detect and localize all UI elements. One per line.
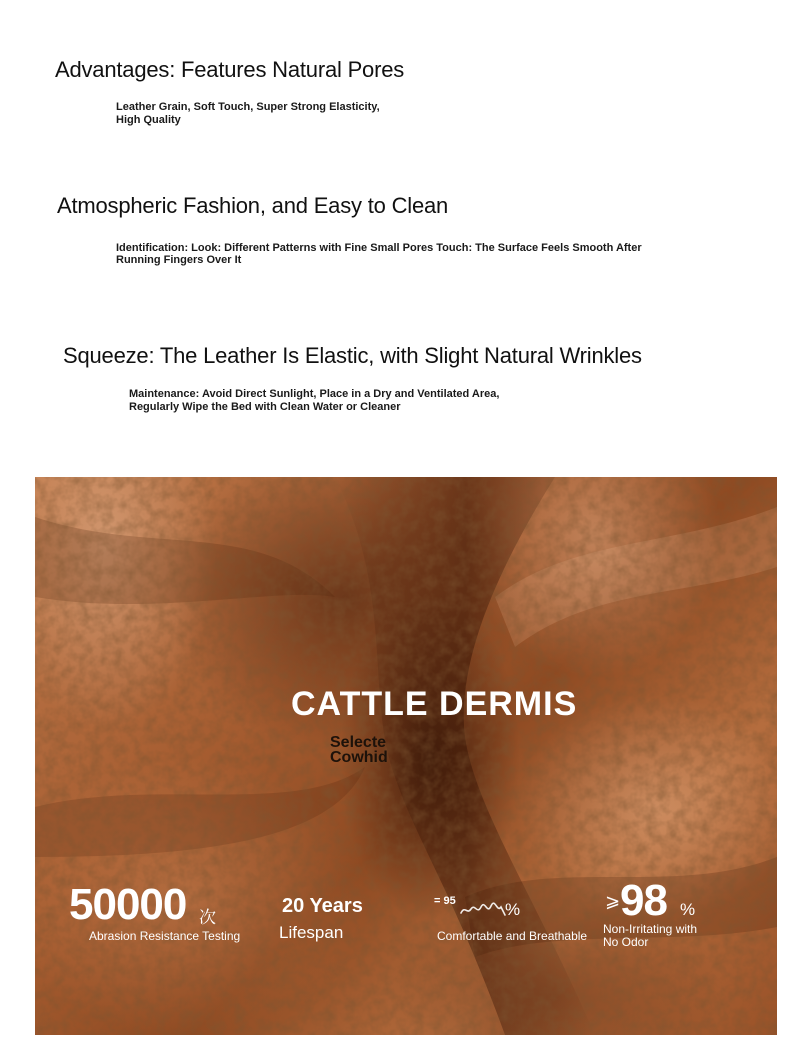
stat-prefix: ⩾ [605, 891, 621, 911]
description-line: Leather Grain, Soft Touch, Super Strong Elasticity, [116, 101, 380, 113]
section-description [129, 388, 499, 414]
section-title: Advantages: Features Natural Pores [55, 57, 405, 82]
section-title: Squeeze: The Leather Is Elastic, with Slight Natural Wrinkles [63, 343, 642, 368]
description-line: Maintenance: Avoid Direct Sunlight, Place in a Dry and Ventilated Area, [129, 388, 500, 400]
section-title: Atmospheric Fashion, and Easy to Clean [57, 193, 449, 218]
stat-label: Comfortable and Breathable [437, 929, 588, 943]
leather-texture [35, 477, 777, 1035]
stat-value: % [505, 900, 521, 919]
stat-label-line: No Odor [603, 935, 649, 949]
panel-heading: CATTLE DERMIS [291, 685, 578, 723]
stat-value: 20 Years [282, 895, 363, 917]
stat-unit: 次 [199, 908, 216, 927]
panel-subheading [330, 735, 388, 765]
description-line: Regularly Wipe the Bed with Clean Water or Cleaner [129, 401, 401, 413]
stat-value: 50000 [69, 880, 187, 929]
stat-label [603, 923, 697, 949]
scribble-mark [459, 901, 509, 919]
description-line: Identification: Look: Different Patterns with Fine Small Pores Touch: The Surface Feels Smooth After [116, 242, 642, 254]
description-line: High Quality [116, 114, 181, 126]
leather-hero-image [35, 477, 777, 1035]
section-description [116, 242, 642, 266]
section-description [116, 101, 380, 127]
stat-label-line: Non-Irritating with [603, 922, 698, 936]
description-line: Running Fingers Over It [116, 254, 242, 266]
stat-prefix: = 95 [434, 895, 456, 907]
panel-subheading-line: Selecte [330, 734, 387, 751]
stat-value: 98 [620, 876, 667, 925]
stat-label: Abrasion Resistance Testing [89, 929, 241, 943]
stat-unit: % [680, 900, 696, 919]
stat-label: Lifespan [279, 923, 344, 942]
panel-subheading-line: Cowhid [330, 749, 388, 766]
